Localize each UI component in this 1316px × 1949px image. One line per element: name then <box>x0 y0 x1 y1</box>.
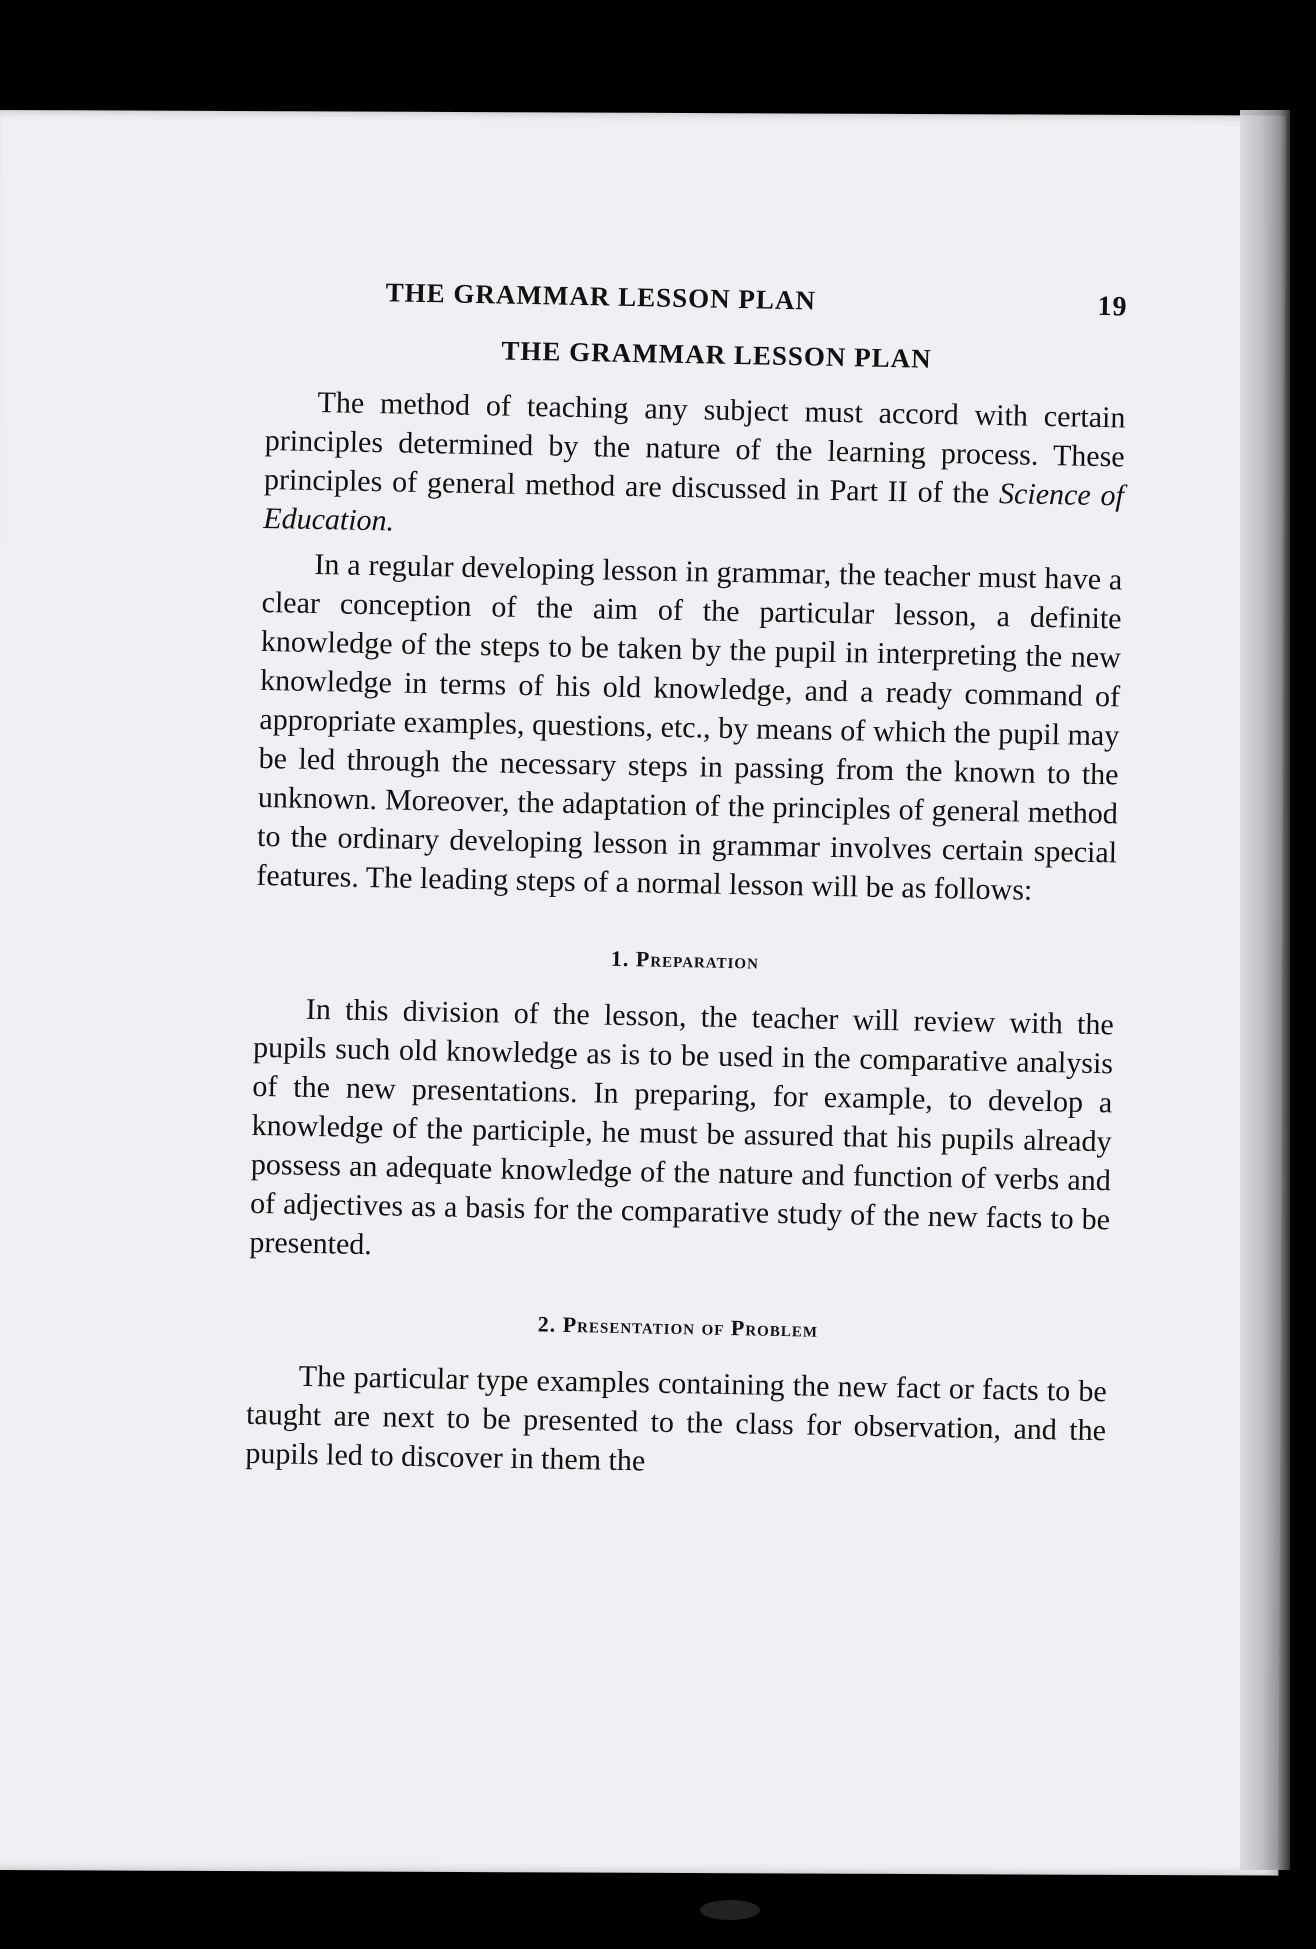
paragraph-1-text: The method of teaching any subject must accord with certain principles determined by the nature of the learning process. These principles of general method are discussed in Part II of the <box>263 385 1126 511</box>
running-head-title: THE GRAMMAR LESSON PLAN <box>385 277 817 316</box>
subhead-preparation: 1. Preparation <box>610 945 760 974</box>
page-number: 19 <box>1097 290 1128 323</box>
subhead-presentation-of-problem: 2. Presentation of Problem <box>537 1311 819 1342</box>
scan-smudge <box>700 1900 760 1920</box>
section-title: THE GRAMMAR LESSON PLAN <box>501 335 932 374</box>
page-edge-shadow <box>1240 110 1290 1870</box>
paragraph-4: The particular type examples containing the new fact or facts to be taught are next to be presented to the class for observation, and the pupils led to discover in them the <box>245 1359 1108 1478</box>
paragraph-3: In this division of the lesson, the teacher will review with the pupils such old knowledge as is to be used in the comparative analysis of the new presentations. In preparing, for example, to develop a knowledge of the participle, he must be assured that his pupils already possess an adequate knowledge of the nature and function of verbs and of adjectives as a basis for the comparative study of the new facts to be presented. <box>249 992 1115 1262</box>
paragraph-2: In a regular developing lesson in grammar, the teacher must have a clear conception of the aim of the particular lesson, a definite knowledge of the steps to be taken by the pupil in interpreting the new knowledge in terms of his old knowledge, and a ready command of appropriate examples, questions, etc., by means of which the pupil may be led through the necessary steps in passing from the known to the unknown. Moreover, the adaptation of the principles of general method to the ordinary developing lesson in grammar involves certain special features. The leading steps of a normal lesson will be as follows: <box>256 547 1123 907</box>
paragraph-1 <box>263 382 1126 554</box>
page-text <box>245 275 1128 1495</box>
paragraph-1-book-title: Science of Education. <box>263 477 1125 538</box>
